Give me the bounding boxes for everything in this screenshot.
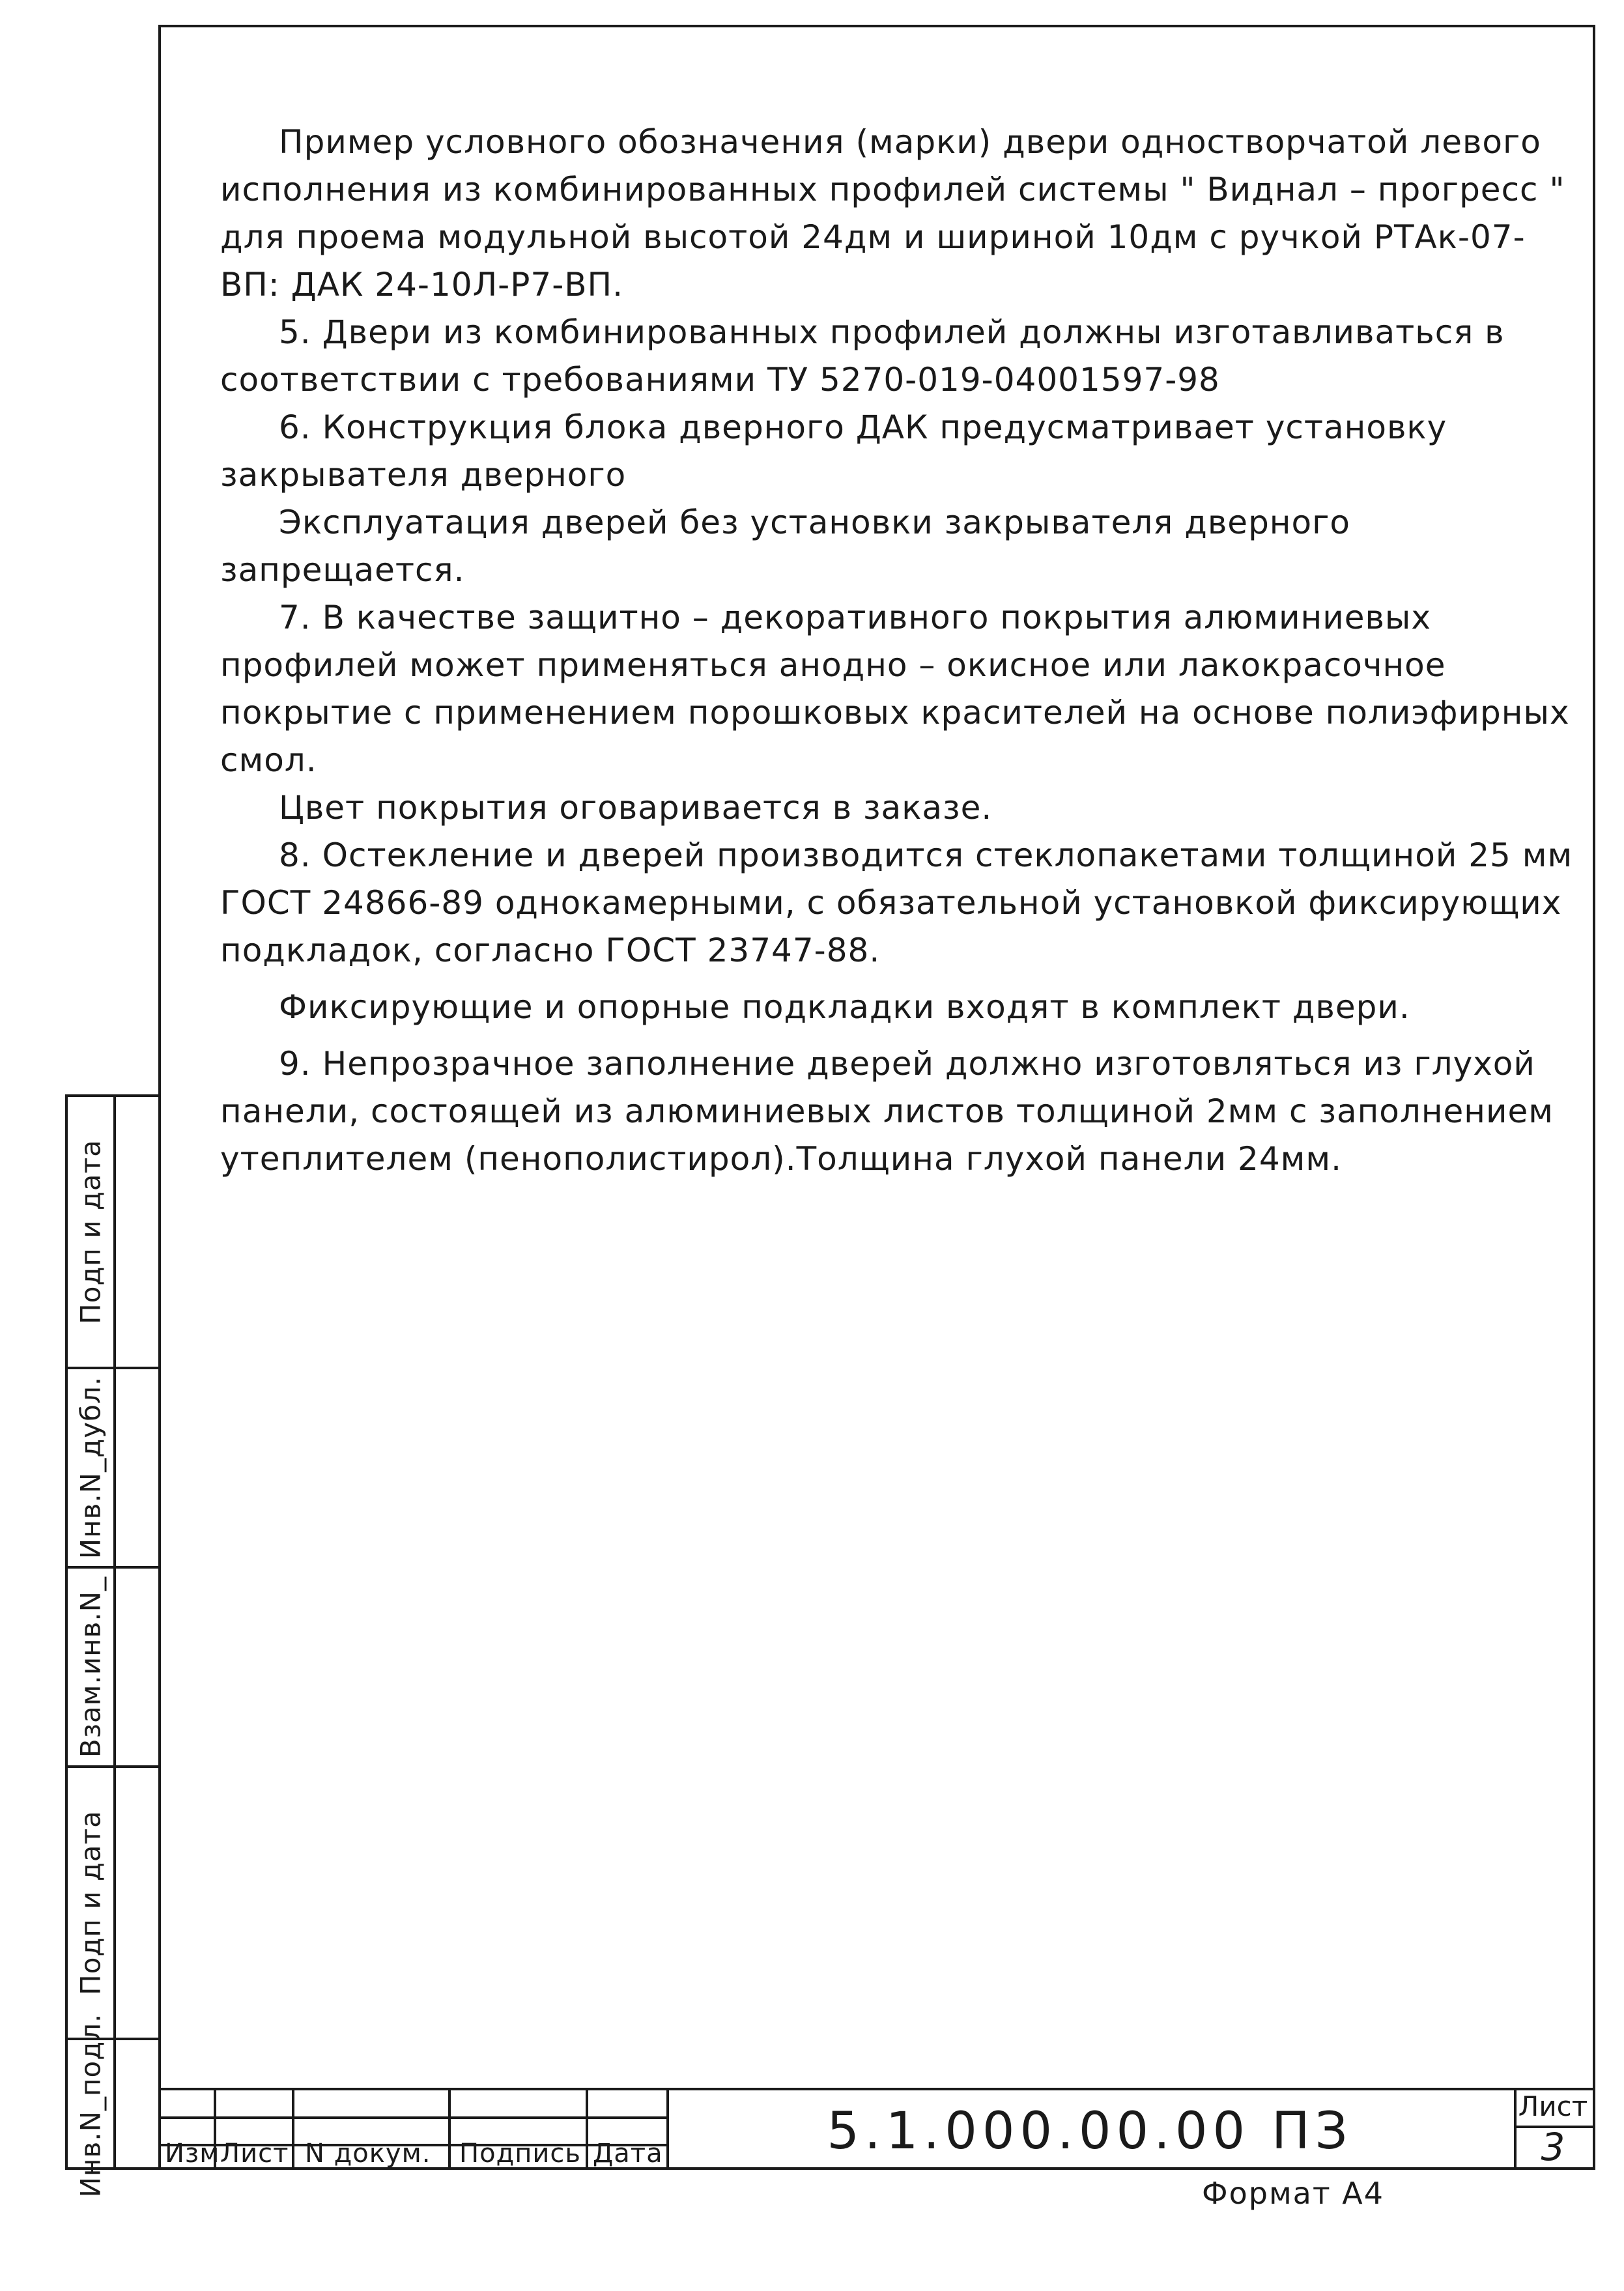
side-cell-orig-inv <box>68 2013 161 2197</box>
paragraph-pads-note: Фиксирующие и опорные подкладки входят в комплект двери. <box>279 988 1410 1026</box>
sheet-label: Лист <box>1518 2090 1588 2122</box>
paragraph-color-note: Цвет покрытия оговаривается в заказе. <box>279 789 993 827</box>
side-label-sign-date-1: Подп и дата <box>74 1139 107 1324</box>
side-label-sign-date-2: Подп и дата <box>74 1810 107 1995</box>
tb-header-change: Изм <box>165 2139 220 2169</box>
tb-header-doc-number: N докум. <box>305 2139 431 2169</box>
paragraph-item-5: 5. Двери из комбинированных профилей должны изготавливаться в соответствии с требованиями ТУ 5270-019-04001597-98 <box>220 313 1505 399</box>
side-cell-dup-inv <box>68 1369 161 1569</box>
tb-header-sheet: Лист <box>220 2139 289 2169</box>
document-code: 5.1.000.00.00 ПЗ <box>827 2102 1353 2161</box>
explanatory-note-text <box>220 119 1575 1183</box>
side-label-replace-inv: Взам.инв.N_ <box>74 1576 107 1758</box>
binding-strip <box>65 1094 158 2197</box>
paragraph-designation-example: Пример условного обозначения (марки) двери одностворчатой левого исполнения из комбинированных профилей системы " Виднал – прогресс " для проема модульной высотой 24дм и шириной 10дм с ручкой РТАк-07-ВП: ДАК 24-10Л-Р7-ВП. <box>220 123 1565 304</box>
side-label-orig-inv: Инв.N_подл. <box>74 2013 107 2197</box>
side-cell-sign-date-1 <box>68 1097 161 1369</box>
sheet-number: 3 <box>1541 2125 1565 2169</box>
title-block <box>158 2088 1595 2170</box>
paragraph-operation-note: Эксплуатация дверей без установки закрывателя дверного запрещается. <box>220 504 1350 589</box>
side-cell-sign-date-2 <box>68 1768 161 2040</box>
side-cell-replace-inv <box>68 1569 161 1768</box>
paragraph-item-7: 7. В качестве защитно – декоративного покрытия алюминиевых профилей может применяться анодно – окисное или лакокрасочное покрытие с применением порошковых красителей на основе полиэфирных смол. <box>220 599 1570 779</box>
paragraph-item-8: 8. Остекление и дверей производится стеклопакетами толщиной 25 мм ГОСТ 24866-89 однокамерными, с обязательной установкой фиксирующих подкладок, согласно ГОСТ 23747-88. <box>220 836 1573 969</box>
tb-header-date: Дата <box>593 2139 663 2169</box>
tb-header-signature: Подпись <box>459 2139 581 2169</box>
side-label-dup-inv: Инв.N_дубл. <box>74 1376 107 1559</box>
paragraph-item-9: 9. Непрозрачное заполнение дверей должно изготовляться из глухой панели, состоящей из алюминиевых листов толщиной 2мм с заполнением утеплителем (пенополистирол).Толщина глухой панели 24мм. <box>220 1045 1554 1178</box>
paragraph-item-6: 6. Конструкция блока дверного ДАК предусматривает установку закрывателя дверного <box>220 408 1447 494</box>
format-note: Формат А4 <box>1202 2176 1384 2211</box>
